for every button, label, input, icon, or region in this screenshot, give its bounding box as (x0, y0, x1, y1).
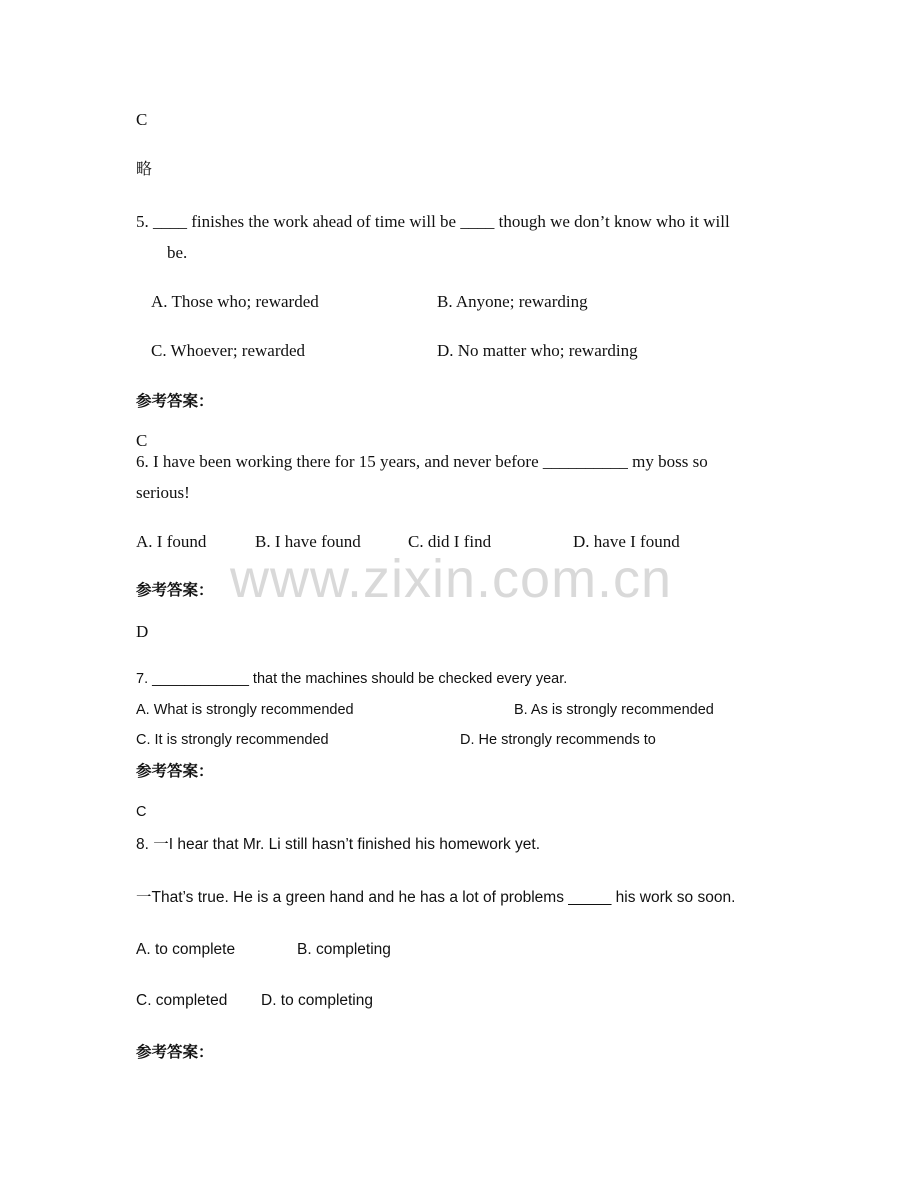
q6-option-d: D. have I found (573, 532, 680, 551)
q8-option-c: C. completed (136, 992, 228, 1009)
q5-option-b: B. Anyone; rewarding (437, 292, 588, 311)
q6-answer-label: 参考答案： (136, 581, 214, 599)
q5-option-a: A. Those who; rewarded (151, 292, 319, 311)
q6-stem-line1: 6. I have been working there for 15 years, and never before __________ my boss so (136, 452, 708, 471)
q7-answer: C (136, 804, 147, 820)
q6-answer: D (136, 622, 149, 641)
q4-explanation: 略 (136, 159, 153, 178)
q6-option-c: C. did I find (408, 532, 492, 551)
q5-answer-label: 参考答案： (136, 392, 214, 410)
q8-option-b: B. completing (297, 941, 391, 958)
q6-stem-line2: serious! (136, 483, 190, 502)
q5-stem-line2: be. (167, 243, 188, 262)
q5-stem-line1: 5. ____ finishes the work ahead of time will be ____ though we don’t know who it will (136, 212, 730, 231)
q5-option-d: D. No matter who; rewarding (437, 341, 638, 360)
q8-stem-line2: 一That’s true. He is a green hand and he has a lot of problems _____ his work so soon. (136, 889, 736, 906)
q7-option-c: C. It is strongly recommended (136, 732, 329, 748)
q7-option-b: B. As is strongly recommended (514, 702, 714, 718)
q8-option-a: A. to complete (136, 941, 236, 958)
q7-answer-label: 参考答案： (136, 762, 214, 780)
q8-stem-line1: 8. 一I hear that Mr. Li still hasn’t finished his homework yet. (136, 836, 541, 853)
q7-option-a: A. What is strongly recommended (136, 702, 354, 718)
q5-answer: C (136, 431, 148, 450)
q7-stem: 7. ____________ that the machines should be checked every year. (136, 671, 568, 687)
q8-answer-label: 参考答案： (136, 1043, 214, 1061)
q5-option-c: C. Whoever; rewarded (151, 341, 306, 360)
q6-option-a: A. I found (136, 532, 207, 551)
q4-answer: C (136, 110, 148, 129)
q7-option-d: D. He strongly recommends to (460, 732, 656, 748)
q8-option-d: D. to completing (261, 992, 373, 1009)
watermark: www.zixin.com.cn (230, 549, 673, 609)
q6-option-b: B. I have found (255, 532, 361, 551)
